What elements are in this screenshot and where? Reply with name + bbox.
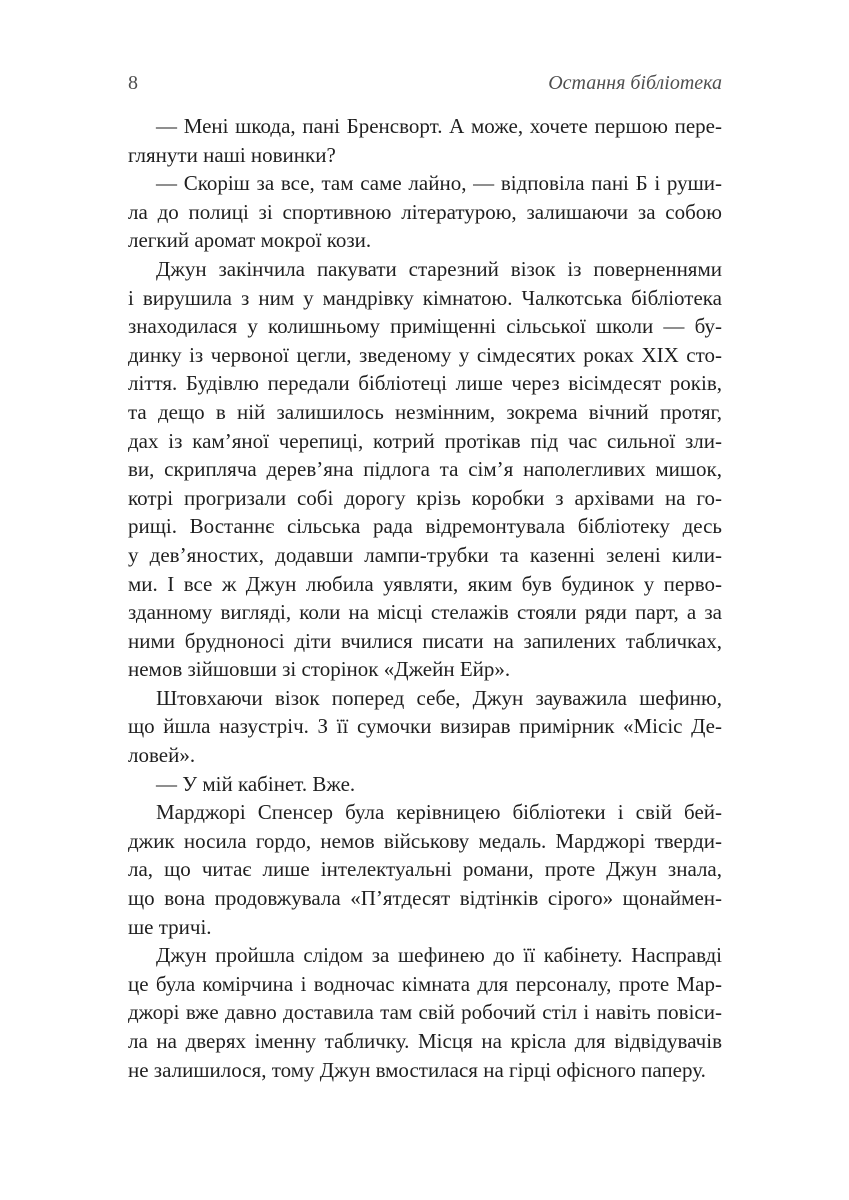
- text-line: ви, скрипляча дерев’яна підлога та сім’я наполегливих мишок,: [128, 457, 722, 482]
- page-header: [128, 70, 722, 96]
- text-line: ліття. Будівлю передали бібліотеці лише через вісімдесят років,: [128, 371, 722, 396]
- text-line: ла, що читає лише інтелектуальні романи, проте Джун знала,: [128, 857, 722, 882]
- text-line: у дев’яностих, додавши лампи-трубки та казенні зелені кили-: [128, 542, 722, 567]
- text-line: джик носила гордо, немов військову медаль. Марджорі тверди-: [128, 828, 722, 853]
- paragraph: [128, 684, 722, 770]
- text-line: Джун закінчила пакувати старезний візок із поверненнями: [156, 256, 722, 281]
- text-line: Джун пройшла слідом за шефинею до її кабінету. Насправді: [156, 943, 722, 968]
- text-line: Марджорі Спенсер була керівницею бібліотеки і свій бей-: [156, 800, 722, 825]
- text-line: ловей».: [128, 743, 196, 768]
- text-line: немов зійшовши зі сторінок «Джейн Ейр».: [128, 657, 511, 682]
- text-line: ла до полиці зі спортивною літературою, залишаючи за собою: [128, 199, 722, 224]
- text-line: зданному вигляді, коли на місці стелажів стояли ряди парт, а за: [128, 600, 722, 625]
- paragraph: [128, 255, 722, 684]
- running-header-title: Остання бібліотека: [548, 72, 722, 94]
- text-line: це була комірчина і водночас кімната для персоналу, проте Мар-: [128, 971, 722, 996]
- text-line: і вирушила з ним у мандрівку кімнатою. Чалкотська бібліотека: [128, 285, 722, 310]
- text-line: ми. І все ж Джун любила уявляти, яким був будинок у перво-: [128, 571, 722, 596]
- text-line: та дещо в ній залишилось незмінним, зокрема вічний протяг,: [128, 399, 722, 424]
- text-line: — Скоріш за все, там саме лайно, — відповіла пані Б і руши-: [156, 171, 722, 196]
- paragraph: [128, 112, 722, 169]
- text-line: джорі вже давно доставила там свій робочий стіл і навіть повіси-: [128, 1000, 722, 1025]
- text-line: рищі. Востаннє сільська рада відремонтувала бібліотеку десь: [128, 514, 722, 539]
- page-body: [128, 112, 722, 1084]
- text-line: ла на дверях іменну табличку. Місця на крісла для відвідувачів: [128, 1029, 722, 1053]
- page-number: 8: [128, 72, 138, 94]
- paragraph: [128, 770, 722, 799]
- paragraph: [128, 169, 722, 255]
- text-line: дах із кам’яної черепиці, котрий протікав під час сильної зли-: [128, 428, 722, 453]
- text-line: ше тричі.: [128, 914, 212, 939]
- text-line: — Мені шкода, пані Бренсворт. А може, хочете першою пере-: [156, 114, 722, 138]
- text-line: котрі прогризали собі дорогу крізь коробки з архівами на го-: [128, 485, 722, 510]
- text-line: ними брудноносі діти вчилися писати на запилених табличках,: [128, 628, 722, 653]
- paragraph: [128, 941, 722, 1084]
- text-line: не залишилося, тому Джун вмостилася на гірці офісного паперу.: [128, 1057, 706, 1082]
- text-line: знаходилася у колишньому приміщенні сільської школи — бу-: [128, 314, 722, 339]
- text-line: динку із червоної цегли, зведеному у сімдесятих роках XIX сто-: [128, 342, 722, 367]
- text-line: що йшла назустріч. З її сумочки визирав примірник «Місіс Де-: [128, 714, 722, 739]
- text-line: що вона продовжувала «П’ятдесят відтінків сірого» щонаймен-: [128, 886, 722, 911]
- text-line: глянути наші новинки?: [128, 142, 336, 167]
- text-line: — У мій кабінет. Вже.: [156, 771, 356, 796]
- paragraph: [128, 798, 722, 941]
- text-line: легкий аромат мокрої кози.: [128, 228, 372, 253]
- text-line: Штовхаючи візок поперед себе, Джун зауважила шефиню,: [156, 685, 722, 710]
